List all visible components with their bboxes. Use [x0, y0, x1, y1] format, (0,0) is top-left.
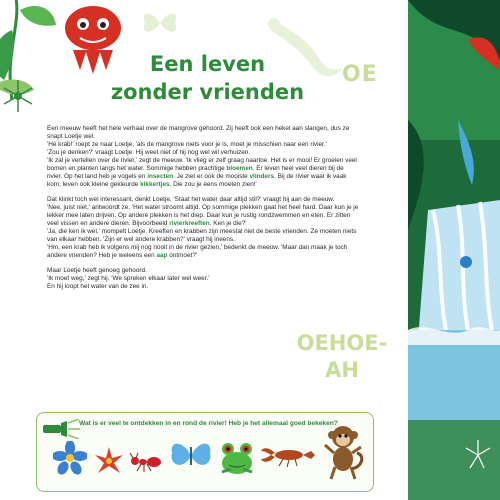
sound-word-line2: AH [325, 358, 359, 382]
page-title-line1: Een leven [149, 52, 266, 76]
page-title [100, 50, 315, 106]
sound-word-oehoe-ah [292, 330, 392, 384]
highlight-word-vlinders: vlinders [249, 173, 275, 181]
story-sentence: 'Nee, juist niet,' antwoordt ze. 'Het water stroomt altijd. Op sommige plekken gaat het heel hard. Daar kun je je lekker mee laten drijven. Op andere plekken is het diep. Daar kun je rustig rondzwemmen en eten. Er zitten veel vissen en andere dieren. Bijvoorbeeld [47, 203, 359, 228]
story-sentence: Dat klinkt toch wel interessant, denkt Loetje. 'Staat het water daar altijd stil?' vraagt hij aan de meeuw. [47, 195, 335, 203]
sound-word-oe: OE [342, 62, 378, 87]
blue-flower-icon [53, 441, 87, 475]
story-sentence: . Ken je die?' [209, 220, 247, 228]
story-sentence: 'Ik moet weg,' zegt hij. 'We spreken elkaar later wel weer.' [47, 274, 210, 282]
story-paragraph [47, 267, 359, 291]
highlight-word-aap: aap [156, 252, 168, 260]
story-sentence: ontmoet?' [167, 252, 198, 260]
story-sentence: En hij loopt het water van de zee in. [47, 282, 149, 290]
crayfish-icon [259, 441, 317, 469]
story-sentence: 'Hm, een krab heb ik volgens mij nog nooit in de rivier gezien,' bedenkt de meeuw. 'Maar dan maak je toch andere vrienden? Heb je weleens een [47, 244, 348, 260]
highlight-word-kikkertjes: kikkertjes [140, 181, 170, 189]
story-sentence: Maar Loetje heeft genoeg gehoord. [47, 266, 147, 274]
story-paragraph [47, 196, 359, 260]
story-text [47, 125, 359, 297]
explore-question: Wat is er veel te ontdekken in en rond de rivier! Heb je het allemaal goed bekeken? [79, 420, 338, 427]
story-sentence: 'Ja, die ken ik wel,' mompelt Loetje. Kreeften en krabben zijn meestal niet de beste vrienden. Ze moeten niets van elkaar hebben. 'Zijn er wel andere krabben?' vraagt hij ineens. [47, 228, 357, 244]
flashlight-icon [41, 419, 81, 439]
story-sentence: 'Ik zal je vertellen over de rivier,' zegt de meeuw. 'Ik vlieg er zelf graag naartoe. Het is er mooi! Er groeien veel bomen en planten langs het water. Sommige hebben prachtige [47, 157, 357, 173]
highlight-word-bloemen: bloemen [226, 165, 253, 173]
highlight-word-insecten: insecten [147, 173, 174, 181]
ant-icon [129, 451, 163, 473]
monkey-icon [321, 419, 365, 483]
story-sentence: 'Zou je denken?' vraagt Loetje. Hij weet niet of hij nog wel wil verhuizen. [47, 149, 251, 157]
river-waterfall-illustration [408, 0, 500, 500]
story-sentence: Een meeuw heeft het hele verhaal over de mangrove gehoord. Zij heeft ook een hekel aan slangen, dus ze snapt Loetje wel. [47, 125, 350, 141]
story-paragraph [47, 125, 359, 189]
story-sentence: . Je ziet er ook de mooiste [173, 173, 250, 181]
page-title-line2: zonder vrienden [110, 80, 305, 104]
butterfly-icon [169, 439, 213, 473]
white-flower-illustration [0, 78, 36, 114]
butterfly-outline-illustration [140, 8, 180, 38]
red-flower-icon [93, 445, 125, 477]
story-sentence: . Er leven heel veel dieren bij de rivier. Op het land heb je vogels en [47, 165, 344, 181]
explore-box [36, 412, 374, 492]
story-sentence: 'Hé krab!' roept ze naar Loetje, 'als de mangrove niets voor je is, moet je misschien naar een rivier.' [47, 141, 327, 149]
frog-icon [217, 439, 257, 477]
story-sentence: . Bij de rivier waar ik vaak kom, leven ook kleine gekleurde [47, 173, 347, 189]
sound-word-line1: OEHOE- [296, 331, 388, 355]
story-sentence: . Die zou je eens moeten zien!' [169, 181, 257, 189]
highlight-word-rivierkreeften: rivierkreeften [169, 220, 210, 228]
